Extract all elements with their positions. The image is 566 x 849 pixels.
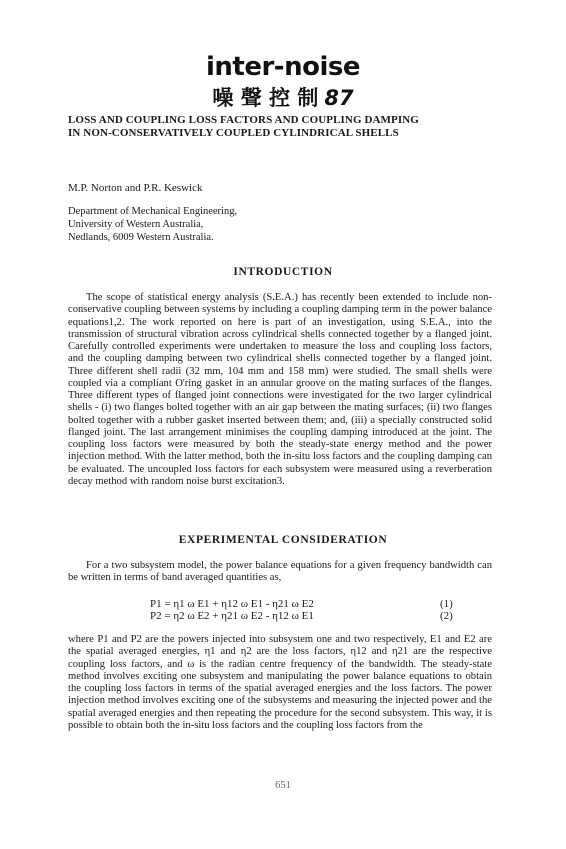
- equation-2: P2 = η2 ω E2 + η21 ω E2 - η12 ω E1: [150, 610, 314, 622]
- affiliation-line: Nedlands, 6009 Western Australia.: [68, 232, 214, 243]
- introduction-paragraph: [68, 292, 492, 488]
- paragraph-text: where P1 and P2 are the powers injected into subsystem one and two respectively, E1 and E2 are the spatial averaged energies, η1 and η2 are the loss factors, η12 and η21 are the respective coupling loss factors, and ω is the radian centre frequency of the bandwidth. The steady-state method involves exciting one subsystem and manipulating the power balance equations to obtain the coupling loss factors in terms of the spatial averaged energies and the loss factors. The power injection method involves exciting one of the subsystems and measuring the injected power and the spatial averaged energies and then repeating the procedure for the second subsystem. This way, it is possible to obtain both the in-situ loss factors and the coupling loss factors from the: [68, 634, 492, 731]
- logo-text: inter-noise: [206, 52, 360, 82]
- logo-chinese-characters: 噪 聲 控 制: [212, 86, 319, 110]
- equation-row: [150, 598, 470, 610]
- affiliation-line: University of Western Australia,: [68, 219, 204, 230]
- experimental-paragraph-2: [68, 634, 492, 732]
- title-line: LOSS AND COUPLING LOSS FACTORS AND COUPLING DAMPING: [68, 114, 419, 126]
- affiliation-line: Department of Mechanical Engineering,: [68, 206, 238, 217]
- paragraph-text: For a two subsystem model, the power balance equations for a given frequency bandwidth can be written in terms of band averaged quantities as,: [68, 560, 492, 584]
- conference-logo: [0, 52, 566, 82]
- paragraph-text: The scope of statistical energy analysis (S.E.A.) has recently been extended to include non-conservative coupling between systems by including a coupling damping term in the power balance equations1,2. The work reported on here is part of an investigation, using S.E.A., into the transmission of structural vibration across cylindrical shells connected together by a flanged joint. Carefully controlled experiments were undertaken to measure the loss and coupling loss factors, and the coupling damping between two cylindrical shells connected together by a flanged joint. Three different shell radii (32 mm, 104 mm and 158 mm) were studied. The small shells were coupled via a compliant O'ring gasket in an annular groove on the mating surfaces of the flanges. Three different types of flanged joint connections were investigated for the two larger cylindrical shells - (i) two flanges bolted together with an air gap between the mating surfaces; (ii) two flanges bolted together with a rubber gasket inserted between them; and, (iii) a specially constructed solid flanged joint. The last arrangement minimises the coupling damping introduced at the joint. The coupling loss factors were measured by both the steady-state energy method and the power injection method. With the latter method, both the in-situ loss factors and the coupling damping can be evaluated. The uncoupled loss factors for each subsystem were measured using a reverberation decay method with random noise burst excitation3.: [68, 292, 492, 487]
- page-number: 651: [275, 780, 291, 791]
- logo-year: 87: [324, 86, 354, 110]
- equation-row: [150, 610, 470, 622]
- paper-title: [68, 114, 528, 139]
- conference-logo-subline: [0, 82, 566, 112]
- experimental-paragraph-1: [68, 560, 492, 585]
- equation-1: P1 = η1 ω E1 + η12 ω E1 - η21 ω E2: [150, 598, 314, 610]
- authors: M.P. Norton and P.R. Keswick: [68, 182, 203, 194]
- equation-number: (2): [440, 610, 453, 622]
- section-heading-introduction: INTRODUCTION: [233, 266, 333, 278]
- title-line: IN NON-CONSERVATIVELY COUPLED CYLINDRICAL SHELLS: [68, 126, 399, 139]
- affiliation: [68, 205, 237, 244]
- section-heading-experimental: EXPERIMENTAL CONSIDERATION: [178, 534, 388, 546]
- equation-number: (1): [440, 598, 453, 610]
- equation-block: [150, 598, 470, 622]
